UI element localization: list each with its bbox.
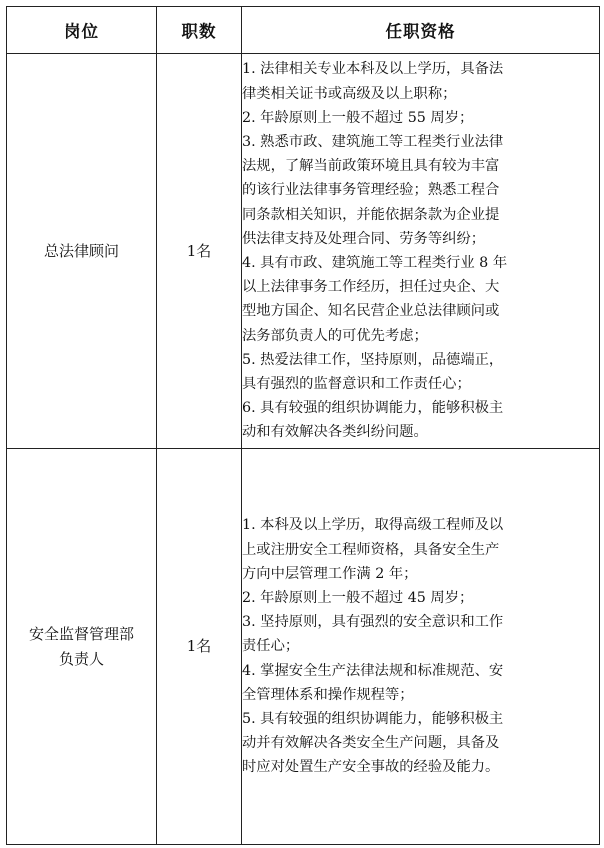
requirement-line: 律类相关证书或高级及以上职称； (242, 85, 457, 102)
requirements-cell (242, 449, 600, 845)
requirement-line: 5. 热爱法律工作，坚持原则，品德端正， (242, 351, 504, 368)
requirement-line: 法务部负责人的可优先考虑； (242, 327, 428, 344)
requirement-line: 3. 熟悉市政、建筑施工等工程类行业法律 (242, 133, 504, 150)
requirement-line: 动并有效解决各类安全生产问题，具备及 (242, 735, 500, 752)
count-cell: 1名 (157, 449, 242, 845)
requirement-line: 法规，了解当前政策环境且具有较为丰富 (242, 158, 500, 175)
post-cell (7, 54, 157, 449)
post-cell (7, 449, 157, 845)
post-name-line: 安全监督管理部 (28, 624, 134, 643)
requirement-line: 4. 具有市政、建筑施工等工程类行业 8 年 (242, 255, 508, 271)
post-name (7, 239, 156, 264)
post-name-line: 总法律顾问 (43, 241, 119, 260)
post-name-line: 负责人 (58, 649, 104, 668)
table-body (7, 54, 600, 845)
requirement-line: 型地方国企、知名民营企业总法律顾问或 (242, 303, 500, 320)
requirement-line: 具有强烈的监督意识和工作责任心； (242, 376, 471, 393)
requirement-line: 时应对处置生产安全事故的经验及能力。 (242, 759, 500, 776)
table-row (7, 449, 600, 845)
requirement-line: 1. 法律相关专业本科及以上学历，具备法 (242, 61, 504, 78)
table-header (7, 7, 600, 54)
requirement-line: 6. 具有较强的组织协调能力，能够积极主 (242, 400, 504, 417)
requirement-line: 2. 年龄原则上一般不超过 45 周岁； (242, 589, 474, 606)
requirement-line: 全管理体系和操作规程等； (242, 686, 414, 703)
header-row (7, 7, 600, 54)
header-count: 职数 (157, 7, 242, 54)
count-cell: 1名 (157, 54, 242, 449)
requirement-line: 方向中层管理工作满 2 年； (242, 565, 418, 582)
requirement-line: 以上法律事务工作经历，担任过央企、大 (242, 279, 500, 296)
requirement-line: 责任心； (242, 638, 300, 655)
requirement-line: 3. 坚持原则，具有强烈的安全意识和工作 (242, 614, 504, 631)
requirement-line: 1. 本科及以上学历，取得高级工程师及以 (242, 517, 504, 534)
requirement-line: 5. 具有较强的组织协调能力，能够积极主 (242, 711, 504, 727)
requirement-line: 同条款相关知识，并能依据条款为企业提 (242, 206, 500, 223)
requirements-cell (242, 54, 600, 449)
requirement-line: 的该行业法律事务管理经验；熟悉工程合 (242, 182, 500, 199)
job-requirements-table (6, 6, 600, 845)
post-name (7, 622, 156, 672)
requirement-line: 4. 掌握安全生产法律法规和标准规范、安 (242, 662, 504, 679)
header-post: 岗位 (7, 7, 157, 54)
requirement-line: 供法律支持及处理合同、劳务等纠纷； (242, 230, 486, 247)
requirement-line: 2. 年龄原则上一般不超过 55 周岁； (242, 109, 474, 126)
requirement-line: 上或注册安全工程师资格，具备安全生产 (242, 541, 500, 558)
header-requirements: 任职资格 (242, 7, 600, 54)
table-row (7, 54, 600, 449)
requirement-line: 动和有效解决各类纠纷问题。 (242, 424, 428, 441)
